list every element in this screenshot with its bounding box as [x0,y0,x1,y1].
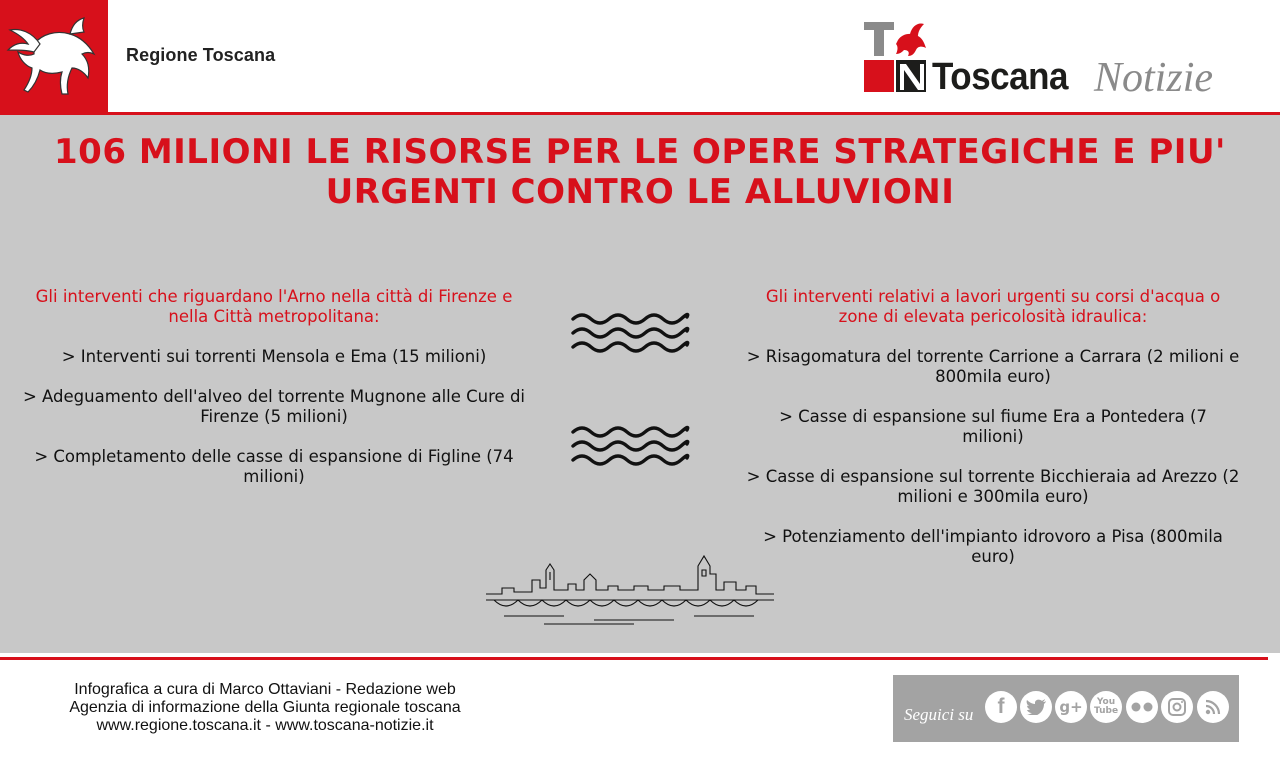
facebook-icon[interactable]: f [985,691,1017,723]
social-bar [893,675,1239,742]
credits [20,681,510,735]
right-item: > Risagomatura del torrente Carrione a Carrara (2 milioni e 800mila euro) [746,347,1240,386]
brand-name-toscana: Toscana [932,56,1069,98]
footer-divider [0,657,1268,660]
google-plus-icon[interactable]: g+ [1055,691,1087,723]
left-intro: Gli interventi che riguardano l'Arno nella città di Firenze e nella Città metropolitana: [35,287,513,326]
region-name: Regione Toscana [126,45,276,65]
right-item: > Casse di espansione sul fiume Era a Pontedera (7 milioni) [779,407,1207,446]
water-waves-icon [570,424,690,470]
right-column [746,287,1240,587]
twitter-icon[interactable] [1020,691,1052,723]
header [0,0,1280,112]
instagram-icon[interactable] [1161,691,1193,723]
infographic-title: 106 MILIONI LE RISORSE PER LE OPERE STRATEGICHE E PIU' URGENTI CONTRO LE ALLUVIONI [54,132,1226,212]
left-item: > Interventi sui torrenti Mensola e Ema (15 milioni) [61,347,487,366]
infographic-panel [0,115,1280,653]
pegasus-icon [4,8,104,104]
right-item: > Potenziamento dell'impianto idrovoro a Pisa (800mila euro) [763,527,1223,566]
toscana-notizie-logo[interactable] [862,20,1232,100]
flickr-icon[interactable] [1126,691,1158,723]
credits-line: Infografica a cura di Marco Ottaviani - Redazione web [74,681,456,698]
youtube-icon[interactable]: You Tube [1090,691,1122,723]
tn-emblem-icon [862,20,932,96]
water-waves-icon [570,311,690,357]
credits-line: www.regione.toscana.it - www.toscana-notizie.it [96,717,434,734]
social-label: Seguici su [904,705,974,724]
left-item: > Adeguamento dell'alveo del torrente Mugnone alle Cure di Firenze (5 milioni) [22,387,526,426]
regione-toscana-logo[interactable] [0,0,108,112]
left-column [22,287,526,507]
left-item: > Completamento delle casse di espansione di Figline (74 milioni) [34,447,514,486]
brand-name-notizie: Notizie [1094,55,1214,101]
right-item: > Casse di espansione sul torrente Bicchieraia ad Arezzo (2 milioni e 300mila euro) [746,467,1240,506]
rss-icon[interactable] [1197,691,1229,723]
right-intro: Gli interventi relativi a lavori urgenti su corsi d'acqua o zone di elevata pericolosità idraulica: [765,287,1221,326]
credits-line: Agenzia di informazione della Giunta regionale toscana [69,699,461,716]
florence-skyline-illustration [484,550,776,628]
